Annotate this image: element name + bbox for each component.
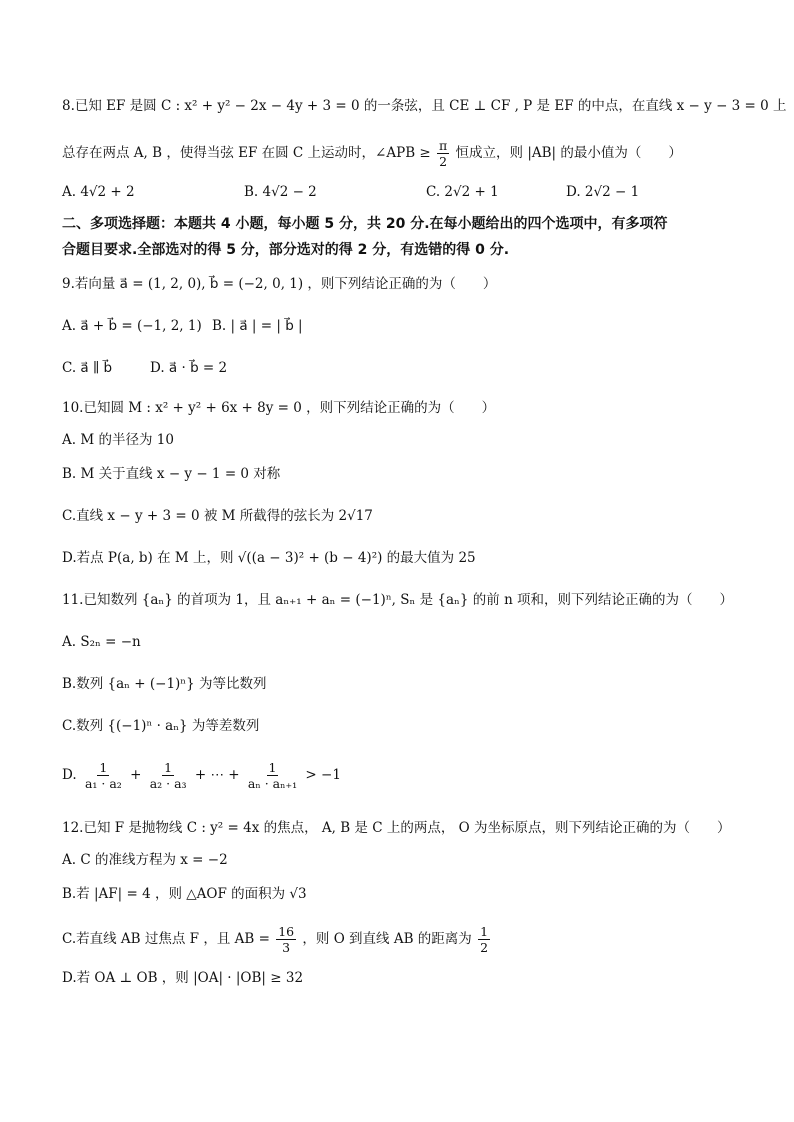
q12-option-d: D.若 OA ⊥ OB ，则 |OA| · |OB| ≥ 32 (62, 970, 304, 986)
q11-stem: 11.已知数列 {aₙ} 的首项为 1，且 aₙ₊₁ + aₙ = (−1)ⁿ, Sₙ 是 {aₙ} 的前 n 项和，则下列结论正确的为（ ） (62, 592, 734, 608)
q8-option-d: D. 2√2 − 1 (566, 184, 640, 200)
q8-option-c: C. 2√2 + 1 (426, 184, 499, 200)
q9-option-a: A. a⃗ + b⃗ = (−1, 2, 1) (62, 318, 202, 334)
q11-d-ellipsis: + ⋯ + (194, 767, 240, 783)
q9-options-ab (62, 316, 754, 336)
q11-option-a: A. S₂ₙ = −n (62, 634, 141, 650)
q8-frac-numerator: π (439, 138, 448, 153)
q8-line2-post: 恒成立，则 |AB| 的最小值为（ ） (455, 145, 682, 161)
q11-d-prefix: D. (62, 767, 77, 783)
q10-stem: 10.已知圆 M : x² + y² + 6x + 8y = 0 ，则下列结论正确的为（ ） (62, 400, 496, 416)
q12-option-b: B.若 |AF| = 4 ，则 △AOF 的面积为 √3 (62, 886, 307, 902)
q12-option-c (62, 924, 754, 955)
q8-stem-line2 (62, 138, 754, 169)
q11-d-frac1-numerator: 1 (99, 760, 108, 775)
q11-option-d (62, 760, 754, 791)
q11-d-frac2-numerator: 1 (164, 760, 173, 775)
q11-d-fraction-1 (83, 760, 124, 791)
section2-heading-line2: 合题目要求.全部选对的得 5 分，部分选对的得 2 分，有选错的得 0 分. (62, 242, 510, 258)
q12-c-fraction-ab (276, 924, 296, 955)
q8-line2-pre: 总存在两点 A, B ，使得当弦 EF 在圆 C 上运动时，∠APB ≥ (62, 145, 431, 161)
q12-c-prefix: C.若直线 AB 过焦点 F ，且 AB = (62, 931, 270, 947)
q8-stem-line1: 8.已知 EF 是圆 C : x² + y² − 2x − 4y + 3 = 0 的一条弦，且 CE ⊥ CF , P 是 EF 的中点，在直线 x − y − 3 = 0 上 (62, 98, 787, 114)
q12-c-frac-denominator: 3 (282, 940, 291, 955)
q12-c-fraction-distance (478, 924, 490, 955)
q12-c-frac-numerator: 16 (278, 924, 295, 939)
q11-option-b: B.数列 {aₙ + (−1)ⁿ} 为等比数列 (62, 676, 267, 692)
q8-fraction (437, 138, 449, 169)
q9-options-cd (62, 358, 754, 378)
q10-option-c: C.直线 x − y + 3 = 0 被 M 所截得的弦长为 2√17 (62, 508, 373, 524)
q9-stem: 9.若向量 a⃗ = (1, 2, 0), b⃗ = (−2, 0, 1) ，则下列结论正确的为（ ） (62, 276, 497, 292)
q12-c-frac2-denominator: 2 (480, 940, 489, 955)
q9-option-d: D. a⃗ · b⃗ = 2 (150, 360, 228, 376)
q11-d-frac3-denominator: aₙ · aₙ₊₁ (247, 776, 298, 791)
q8-option-a: A. 4√2 + 2 (62, 184, 135, 200)
q10-option-d: D.若点 P(a, b) 在 M 上，则 √((a − 3)² + (b − 4)²) 的最大值为 25 (62, 550, 476, 566)
q8-options (62, 180, 762, 204)
q11-d-plus: + (130, 767, 142, 783)
q11-d-fraction-3 (246, 760, 299, 791)
q10-option-a: A. M 的半径为 10 (62, 432, 174, 448)
q11-d-suffix: > −1 (305, 767, 341, 783)
q10-option-b: B. M 关于直线 x − y − 1 = 0 对称 (62, 466, 281, 482)
q12-option-a: A. C 的准线方程为 x = −2 (62, 852, 228, 868)
q12-c-middle: ，则 O 到直线 AB 的距离为 (302, 931, 472, 947)
q9-option-c: C. a⃗ ∥ b⃗ (62, 360, 113, 376)
q11-d-frac2-denominator: a₂ · a₃ (149, 776, 187, 791)
q12-c-frac2-numerator: 1 (480, 924, 489, 939)
q11-d-frac1-denominator: a₁ · a₂ (84, 776, 122, 791)
q11-option-c: C.数列 {(−1)ⁿ · aₙ} 为等差数列 (62, 718, 260, 734)
q11-d-frac3-numerator: 1 (268, 760, 277, 775)
q8-frac-denominator: 2 (439, 154, 448, 169)
section2-heading-line1: 二、多项选择题：本题共 4 小题，每小题 5 分，共 20 分.在每小题给出的四个选项中，有多项符 (62, 216, 668, 232)
q8-option-b: B. 4√2 − 2 (244, 184, 317, 200)
q9-option-b: B. | a⃗ | = | b⃗ | (212, 318, 303, 334)
q12-stem: 12.已知 F 是抛物线 C : y² = 4x 的焦点， A, B 是 C 上的两点， O 为坐标原点，则下列结论正确的为（ ） (62, 820, 731, 836)
q11-d-fraction-2 (148, 760, 189, 791)
